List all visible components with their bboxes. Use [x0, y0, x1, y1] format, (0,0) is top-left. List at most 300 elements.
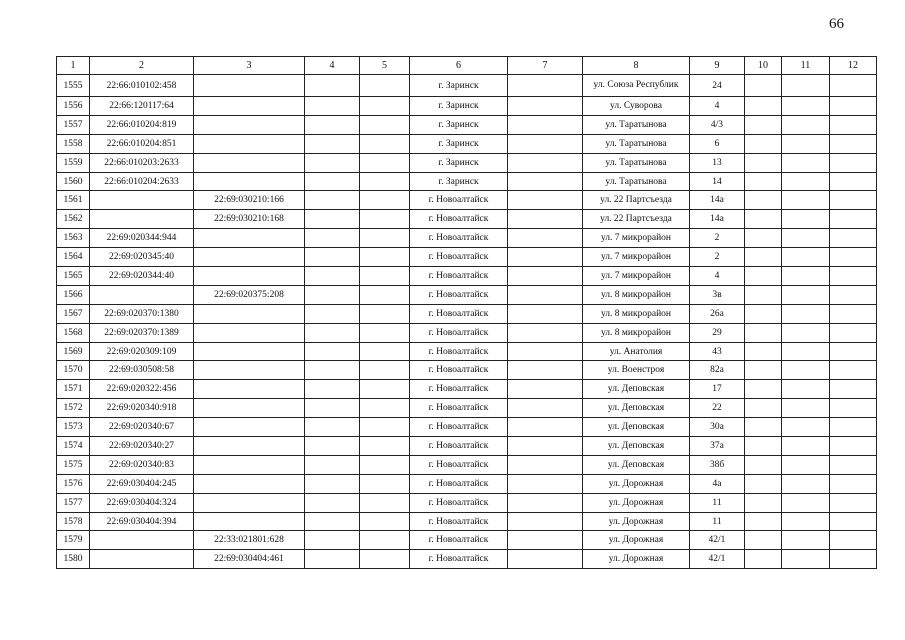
table-cell: 4а [690, 474, 745, 493]
table-cell [782, 550, 830, 569]
table-cell: 4 [690, 267, 745, 286]
table-cell [360, 210, 410, 229]
table-cell [508, 191, 583, 210]
table-cell [508, 418, 583, 437]
table-cell [194, 134, 305, 153]
table-cell [508, 304, 583, 323]
table-cell: г. Заринск [410, 115, 508, 134]
table-cell: ул. 7 микрорайон [583, 248, 690, 267]
table-cell: г. Новоалтайск [410, 550, 508, 569]
table-cell [194, 361, 305, 380]
table-cell [305, 418, 360, 437]
table-cell [194, 229, 305, 248]
table-cell: 1574 [57, 437, 90, 456]
table-cell [305, 153, 360, 172]
table-cell: 22:69:020370:1380 [90, 304, 194, 323]
table-cell: ул. Таратынова [583, 172, 690, 191]
table-cell: 22:66:010102:458 [90, 75, 194, 97]
table-row [57, 323, 877, 342]
table-cell [360, 550, 410, 569]
table-cell [194, 437, 305, 456]
table-cell: ул. Деповская [583, 455, 690, 474]
table-cell: 1569 [57, 342, 90, 361]
table-cell [508, 153, 583, 172]
table-cell [360, 361, 410, 380]
table-cell [830, 474, 877, 493]
table-cell [745, 210, 782, 229]
table-cell [360, 418, 410, 437]
table-cell: 14 [690, 172, 745, 191]
table-cell: ул. Дорожная [583, 531, 690, 550]
table-cell: 22:66:010204:819 [90, 115, 194, 134]
table-cell [745, 493, 782, 512]
table-cell: г. Новоалтайск [410, 399, 508, 418]
table-cell: ул. Деповская [583, 399, 690, 418]
table-cell: 4 [690, 97, 745, 116]
table-cell [782, 75, 830, 97]
table-cell: 30а [690, 418, 745, 437]
table-cell [508, 210, 583, 229]
registry-table [56, 56, 877, 569]
table-cell [745, 285, 782, 304]
table-cell [508, 285, 583, 304]
table-cell [745, 304, 782, 323]
table-cell: 22:69:020340:918 [90, 399, 194, 418]
table-cell [90, 550, 194, 569]
table-cell [360, 248, 410, 267]
table-cell [305, 191, 360, 210]
table-cell: 22:69:020340:67 [90, 418, 194, 437]
table-cell [782, 248, 830, 267]
table-cell: г. Заринск [410, 172, 508, 191]
table-cell [830, 210, 877, 229]
table-cell [745, 380, 782, 399]
table-cell [830, 380, 877, 399]
table-cell [305, 323, 360, 342]
table-cell [830, 115, 877, 134]
table-cell: г. Заринск [410, 75, 508, 97]
table-cell [194, 97, 305, 116]
table-cell: г. Новоалтайск [410, 210, 508, 229]
table-cell [305, 172, 360, 191]
table-cell [782, 342, 830, 361]
table-cell: 1559 [57, 153, 90, 172]
table-cell [830, 418, 877, 437]
table-cell: 17 [690, 380, 745, 399]
table-cell [360, 342, 410, 361]
table-cell: 1580 [57, 550, 90, 569]
table-cell [782, 267, 830, 286]
column-header: 11 [782, 57, 830, 75]
table-cell [782, 191, 830, 210]
table-cell [745, 361, 782, 380]
table-row [57, 531, 877, 550]
table-cell: ул. Дорожная [583, 474, 690, 493]
table-cell [194, 512, 305, 531]
table-cell [830, 172, 877, 191]
table-cell [782, 512, 830, 531]
table-cell: г. Новоалтайск [410, 285, 508, 304]
table-cell [830, 229, 877, 248]
table-cell [194, 115, 305, 134]
table-cell [90, 191, 194, 210]
table-cell [305, 285, 360, 304]
column-header: 2 [90, 57, 194, 75]
table-cell [830, 399, 877, 418]
table-cell: ул. Дорожная [583, 550, 690, 569]
table-cell [745, 474, 782, 493]
table-cell [305, 493, 360, 512]
table-cell: ул. Союза Республик [583, 75, 690, 97]
table-cell: ул. 22 Партсъезда [583, 210, 690, 229]
table-cell [508, 437, 583, 456]
table-cell [305, 399, 360, 418]
table-cell [830, 75, 877, 97]
table-cell: г. Новоалтайск [410, 323, 508, 342]
table-cell [360, 437, 410, 456]
table-row [57, 550, 877, 569]
table-cell [508, 493, 583, 512]
table-row [57, 285, 877, 304]
table-cell: 1568 [57, 323, 90, 342]
table-cell [508, 97, 583, 116]
table-cell [830, 134, 877, 153]
table-cell [830, 248, 877, 267]
table-cell [360, 191, 410, 210]
table-cell: 1563 [57, 229, 90, 248]
table-cell [745, 134, 782, 153]
table-cell: 1565 [57, 267, 90, 286]
table-cell [305, 75, 360, 97]
table-cell [508, 531, 583, 550]
table-cell [360, 267, 410, 286]
table-cell [360, 172, 410, 191]
table-cell: 42/1 [690, 550, 745, 569]
table-cell: г. Новоалтайск [410, 361, 508, 380]
table-cell [782, 134, 830, 153]
table-row [57, 267, 877, 286]
table-row [57, 97, 877, 116]
table-cell [782, 531, 830, 550]
table-cell: 1573 [57, 418, 90, 437]
table-cell [194, 75, 305, 97]
table-cell [830, 153, 877, 172]
table-cell [745, 342, 782, 361]
table-row [57, 153, 877, 172]
table-cell [360, 455, 410, 474]
table-cell: ул. Таратынова [583, 134, 690, 153]
table-cell [745, 512, 782, 531]
table-cell [305, 474, 360, 493]
table-cell [745, 455, 782, 474]
table-cell: ул. 8 микрорайон [583, 304, 690, 323]
table-cell [305, 134, 360, 153]
table-cell: ул. Таратынова [583, 115, 690, 134]
table-cell [194, 455, 305, 474]
table-cell [305, 531, 360, 550]
table-cell [194, 493, 305, 512]
table-cell [305, 455, 360, 474]
table-row [57, 361, 877, 380]
table-row [57, 75, 877, 97]
table-cell [508, 380, 583, 399]
table-cell: 22:69:020340:27 [90, 437, 194, 456]
table-cell [360, 229, 410, 248]
table-cell [830, 191, 877, 210]
table-cell: ул. 8 микрорайон [583, 285, 690, 304]
table-cell [782, 399, 830, 418]
table-cell [360, 115, 410, 134]
table-cell [360, 399, 410, 418]
table-cell: 1578 [57, 512, 90, 531]
table-cell: 22:69:030404:245 [90, 474, 194, 493]
table-cell: 22:69:030404:324 [90, 493, 194, 512]
table-cell [782, 153, 830, 172]
table-cell: 22:69:020344:944 [90, 229, 194, 248]
table-row [57, 437, 877, 456]
table-cell [745, 323, 782, 342]
table-cell: г. Заринск [410, 134, 508, 153]
table-cell [360, 512, 410, 531]
table-cell: г. Новоалтайск [410, 304, 508, 323]
table-cell [508, 342, 583, 361]
table-cell [508, 248, 583, 267]
column-header: 10 [745, 57, 782, 75]
table-cell [508, 267, 583, 286]
table-cell [360, 97, 410, 116]
table-cell: 42/1 [690, 531, 745, 550]
table-cell [830, 531, 877, 550]
table-cell: 1571 [57, 380, 90, 399]
table-cell [360, 134, 410, 153]
table-cell: г. Заринск [410, 153, 508, 172]
table-cell: ул. 7 микрорайон [583, 229, 690, 248]
table-cell [360, 493, 410, 512]
table-cell [194, 267, 305, 286]
table-cell: 37а [690, 437, 745, 456]
table-cell [305, 361, 360, 380]
table-cell: 1579 [57, 531, 90, 550]
table-cell [194, 399, 305, 418]
table-cell: 82а [690, 361, 745, 380]
table-cell [745, 531, 782, 550]
table-cell: 1561 [57, 191, 90, 210]
table-cell [830, 323, 877, 342]
table-cell: 22:69:030210:166 [194, 191, 305, 210]
table-cell [305, 342, 360, 361]
table-row [57, 191, 877, 210]
table-cell: 1556 [57, 97, 90, 116]
table-cell: 1562 [57, 210, 90, 229]
table-row [57, 115, 877, 134]
table-cell: 24 [690, 75, 745, 97]
table-cell: г. Новоалтайск [410, 455, 508, 474]
table-body [57, 75, 877, 569]
table-cell [745, 97, 782, 116]
table-cell: 22:69:020322:456 [90, 380, 194, 399]
table-cell: 1557 [57, 115, 90, 134]
table-cell [194, 172, 305, 191]
table-cell: г. Новоалтайск [410, 474, 508, 493]
table-cell [745, 191, 782, 210]
table-cell [745, 267, 782, 286]
table-cell [305, 550, 360, 569]
table-cell [305, 437, 360, 456]
table-cell: г. Новоалтайск [410, 191, 508, 210]
table-cell [782, 210, 830, 229]
table-cell: 1570 [57, 361, 90, 380]
table-cell [508, 550, 583, 569]
table-cell: 22:66:010204:851 [90, 134, 194, 153]
table-cell [194, 323, 305, 342]
table-cell [782, 172, 830, 191]
table-cell [508, 229, 583, 248]
table-row [57, 229, 877, 248]
table-cell [90, 210, 194, 229]
table-cell: г. Новоалтайск [410, 248, 508, 267]
table-cell [508, 361, 583, 380]
table-cell [830, 437, 877, 456]
table-cell [830, 550, 877, 569]
table-row [57, 134, 877, 153]
table-cell: г. Новоалтайск [410, 267, 508, 286]
table-row [57, 380, 877, 399]
table-cell: 43 [690, 342, 745, 361]
table-cell: ул. Таратынова [583, 153, 690, 172]
column-header: 9 [690, 57, 745, 75]
table-cell [745, 153, 782, 172]
table-cell [508, 399, 583, 418]
header-row [57, 57, 877, 75]
table-cell: г. Новоалтайск [410, 229, 508, 248]
column-header: 1 [57, 57, 90, 75]
table-cell: 22:69:030404:394 [90, 512, 194, 531]
table-cell: 1575 [57, 455, 90, 474]
table-cell: ул. Деповская [583, 437, 690, 456]
table-cell: ул. Деповская [583, 380, 690, 399]
table-cell [782, 455, 830, 474]
table-cell: 22:69:020340:83 [90, 455, 194, 474]
table-cell: 11 [690, 512, 745, 531]
column-header: 12 [830, 57, 877, 75]
table-cell [90, 285, 194, 304]
column-header: 4 [305, 57, 360, 75]
table-cell: ул. 22 Партсъезда [583, 191, 690, 210]
table-cell: г. Новоалтайск [410, 531, 508, 550]
table-cell [305, 304, 360, 323]
table-cell [508, 75, 583, 97]
table-cell [305, 229, 360, 248]
table-cell [782, 304, 830, 323]
table-cell: 4/3 [690, 115, 745, 134]
table-cell [508, 323, 583, 342]
table-cell [745, 115, 782, 134]
table-cell: 22:69:030508:58 [90, 361, 194, 380]
table-cell [745, 418, 782, 437]
table-cell: 2 [690, 229, 745, 248]
table-cell [508, 134, 583, 153]
table-cell: 22:69:030404:461 [194, 550, 305, 569]
table-cell: 11 [690, 493, 745, 512]
table-cell [360, 531, 410, 550]
table-cell [194, 342, 305, 361]
column-header: 8 [583, 57, 690, 75]
table-cell [360, 153, 410, 172]
table-row [57, 418, 877, 437]
table-cell: 1564 [57, 248, 90, 267]
table-cell [782, 115, 830, 134]
table-cell: г. Новоалтайск [410, 380, 508, 399]
table-cell [782, 361, 830, 380]
table-cell [194, 153, 305, 172]
table-cell: г. Заринск [410, 97, 508, 116]
table-cell [830, 304, 877, 323]
table-cell: 14а [690, 191, 745, 210]
table-cell [194, 380, 305, 399]
page-number: 66 [829, 16, 844, 32]
table-cell [745, 550, 782, 569]
table-cell [782, 229, 830, 248]
table-cell [745, 437, 782, 456]
table-row [57, 210, 877, 229]
table-cell: г. Новоалтайск [410, 342, 508, 361]
table-cell: 22:69:020375:208 [194, 285, 305, 304]
table-cell [745, 229, 782, 248]
table-cell: 22:69:030210:168 [194, 210, 305, 229]
table-cell: 38б [690, 455, 745, 474]
table-cell [830, 512, 877, 531]
table-cell [830, 342, 877, 361]
table-cell: ул. Деповская [583, 418, 690, 437]
table-cell: 22:69:020345:40 [90, 248, 194, 267]
table-cell [360, 380, 410, 399]
table-cell: 13 [690, 153, 745, 172]
table-cell: 1577 [57, 493, 90, 512]
table-cell [782, 418, 830, 437]
table-cell [830, 285, 877, 304]
table-cell: ул. Военстроя [583, 361, 690, 380]
table-cell [508, 455, 583, 474]
table-row [57, 493, 877, 512]
table-cell: 1566 [57, 285, 90, 304]
table-cell [745, 172, 782, 191]
table-cell [194, 418, 305, 437]
column-header: 3 [194, 57, 305, 75]
table-cell: 1560 [57, 172, 90, 191]
table-cell: 26а [690, 304, 745, 323]
table-cell: 14а [690, 210, 745, 229]
table-cell: 6 [690, 134, 745, 153]
table-cell [508, 172, 583, 191]
table-cell: 29 [690, 323, 745, 342]
table-cell [194, 248, 305, 267]
table-cell: ул. 7 микрорайон [583, 267, 690, 286]
table-cell [830, 267, 877, 286]
table-cell [782, 323, 830, 342]
table-row [57, 304, 877, 323]
table-cell: 22:66:010203:2633 [90, 153, 194, 172]
table-cell [508, 474, 583, 493]
table-cell [305, 97, 360, 116]
table-row [57, 248, 877, 267]
column-header: 6 [410, 57, 508, 75]
table-cell [305, 248, 360, 267]
table-cell: 1558 [57, 134, 90, 153]
table-cell [360, 285, 410, 304]
table-cell [782, 474, 830, 493]
table-cell [745, 399, 782, 418]
table-cell [782, 493, 830, 512]
